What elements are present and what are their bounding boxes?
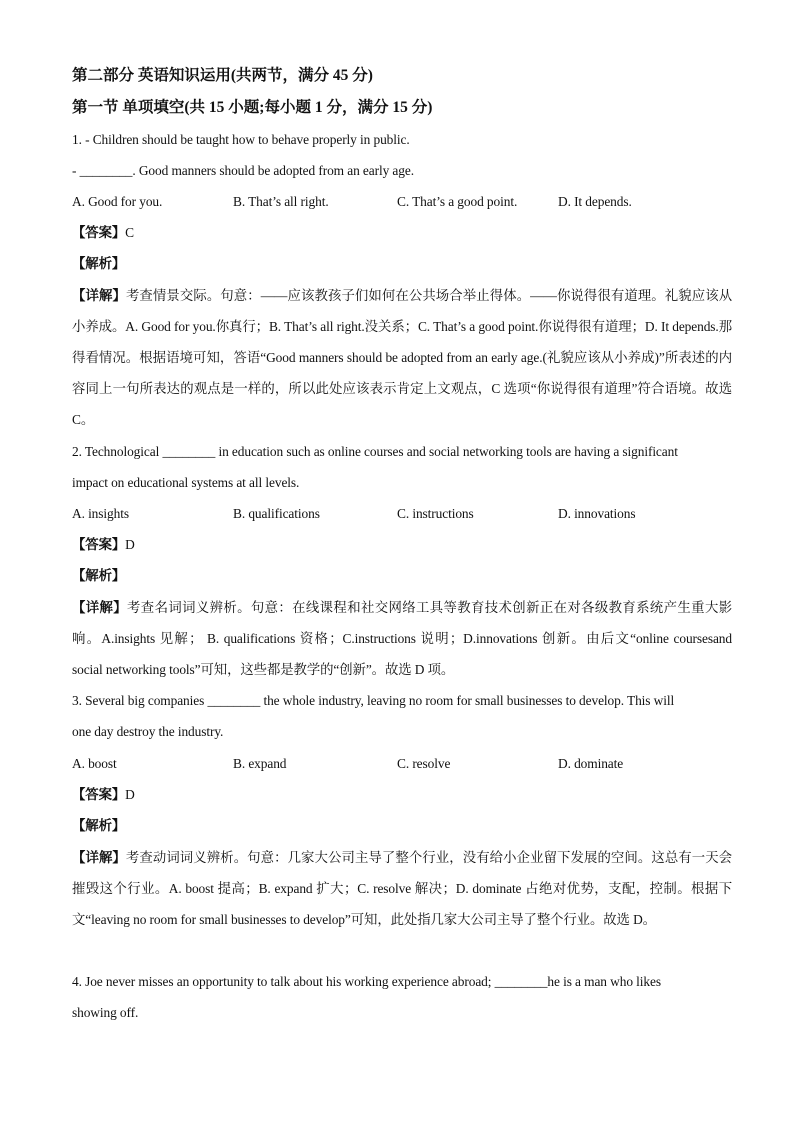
- detail-text: 考查情景交际。句意：——应该教孩子们如何在公共场合举止得体。——你说得很有道理。礼貌应该从小养成。A. Good for you.你真行；B. That’s all right.没关系；C. That’s a good point.你说得很有道理；D. It depends.那得看情况。根据语境可知，答语“Good manners should be adopted from an early age.(礼貌应该从小养成)”所表述的内容同上一句所表达的观点是一样的，所以此处应该表示肯定上文观点，C 选项“你说得很有道理”符合语境。故选 C。: [72, 288, 733, 427]
- question-2-answer: [72, 535, 732, 555]
- detail-text: 考查名词词义辨析。句意：在线课程和社交网络工具等教育技术创新正在对各级教育系统产生重大影响。A.insights 见解； B. qualifications 资格；C.instructions 说明；D.innovations 创新。由后文“online coursesand social networking tools”可知，这些都是教学的“创新”。故选 D 项。: [72, 600, 732, 677]
- option-b: B. That’s all right.: [233, 194, 329, 209]
- option-d: D. It depends.: [558, 194, 632, 209]
- option-c: C. resolve: [397, 756, 451, 771]
- option-a: A. Good for you.: [72, 194, 163, 209]
- option-b: B. qualifications: [233, 506, 320, 521]
- question-2-stem-line1: 2. Technological ________ in education such as online courses and social networking tools are having a significant: [72, 444, 678, 459]
- section-heading: 第一节 单项填空(共 15 小题;每小题 1 分，满分 15 分): [72, 99, 433, 116]
- question-3-stem-line2: one day destroy the industry.: [72, 724, 224, 739]
- option-a: A. insights: [72, 506, 129, 521]
- question-4-stem-line2: showing off.: [72, 1005, 139, 1020]
- option-c: C. instructions: [397, 506, 474, 521]
- question-1-stem-line1: 1. - Children should be taught how to behave properly in public.: [72, 132, 410, 147]
- answer-label: 【答案】: [72, 537, 126, 552]
- question-3-detail: [72, 842, 732, 935]
- part-heading: 第二部分 英语知识运用(共两节，满分 45 分): [72, 67, 373, 84]
- option-b: B. expand: [233, 756, 287, 771]
- question-2-analysis-label: 【解析】: [72, 568, 126, 583]
- detail-label: 【详解】: [72, 600, 128, 615]
- question-1-stem-line2: - ________. Good manners should be adopted from an early age.: [72, 163, 414, 178]
- question-1-analysis-label: 【解析】: [72, 256, 126, 271]
- answer-value: D: [125, 787, 135, 802]
- question-1-answer: [72, 223, 732, 243]
- option-d: D. dominate: [558, 756, 624, 771]
- question-3-analysis-label: 【解析】: [72, 818, 126, 833]
- question-2-stem-line2: impact on educational systems at all levels.: [72, 475, 300, 490]
- question-1-detail: [72, 280, 732, 435]
- question-2-detail: [72, 592, 732, 685]
- option-c: C. That’s a good point.: [397, 194, 518, 209]
- question-3-answer: [72, 785, 732, 805]
- question-4-stem-line1: 4. Joe never misses an opportunity to talk about his working experience abroad; ________he is a man who likes: [72, 974, 661, 989]
- option-d: D. innovations: [558, 506, 636, 521]
- answer-value: C: [125, 225, 135, 240]
- detail-label: 【详解】: [72, 850, 126, 865]
- answer-label: 【答案】: [72, 225, 126, 240]
- question-3-stem-line1: 3. Several big companies ________ the whole industry, leaving no room for small businesses to develop. This will: [72, 693, 675, 708]
- answer-label: 【答案】: [72, 787, 126, 802]
- detail-text: 考查动词词义辨析。句意：几家大公司主导了整个行业，没有给小企业留下发展的空间。这总有一天会摧毁这个行业。A. boost 提高；B. expand 扩大；C. resolve 解决；D. dominate 占绝对优势，支配，控制。根据下文“leaving no room for small businesses to develop”可知，此处指几家大公司主导了整个行业。故选 D。: [72, 850, 733, 927]
- detail-label: 【详解】: [72, 288, 126, 303]
- answer-value: D: [125, 537, 135, 552]
- option-a: A. boost: [72, 756, 117, 771]
